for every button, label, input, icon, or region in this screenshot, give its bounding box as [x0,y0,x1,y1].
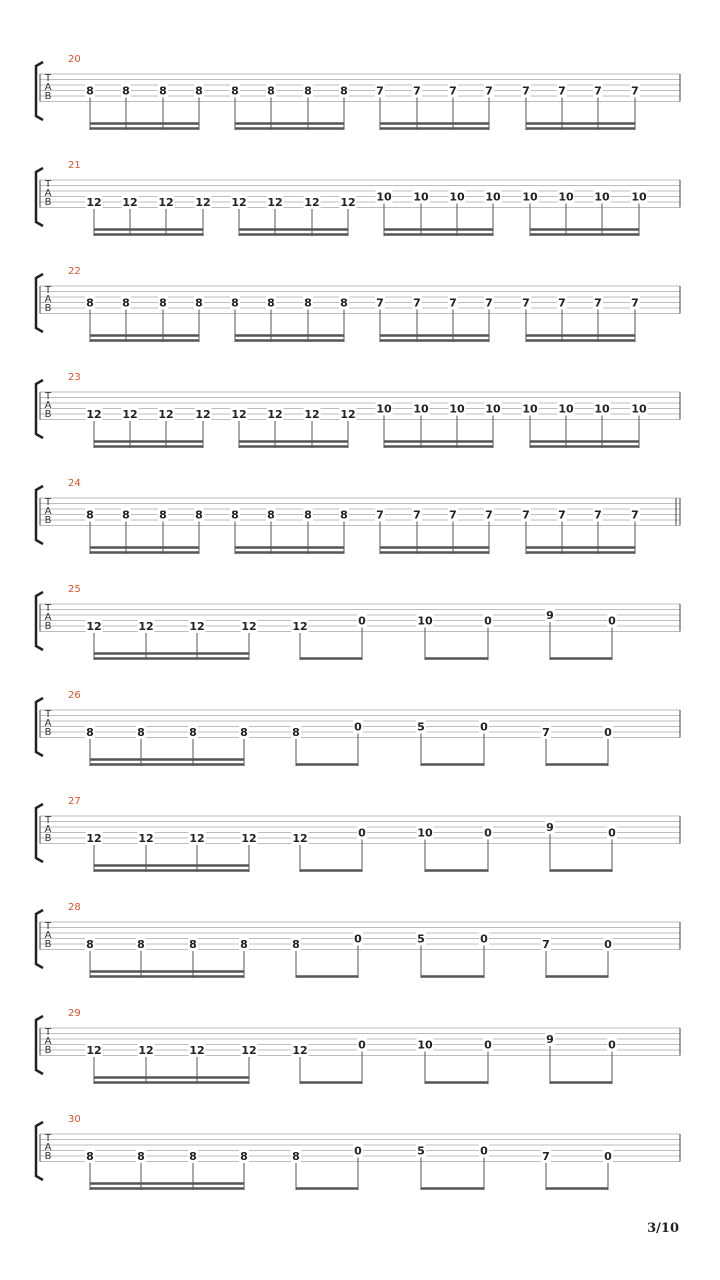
tab-system-26 [36,690,680,766]
tab-clef-letter: B [44,515,52,526]
tab-clef-letter: T [44,497,52,508]
tab-clef-letter: A [44,718,52,729]
fret-number: 12 [195,196,211,209]
fret-number: 8 [159,84,167,98]
tab-clef-letter: T [44,1133,52,1144]
tab-system-25 [36,584,680,660]
fret-number: 0 [354,932,362,946]
fret-number: 8 [159,508,167,522]
fret-number: 0 [358,1038,366,1052]
fret-number: 8 [340,508,348,522]
fret-number: 0 [484,1038,492,1052]
fret-number: 0 [354,1144,362,1158]
fret-number: 8 [267,508,275,522]
bar-number: 28 [68,902,81,913]
fret-number: 12 [292,620,308,633]
bar-number: 26 [68,690,81,701]
tab-clef-letter: A [44,612,52,623]
fret-number: 12 [122,196,138,209]
fret-number: 0 [604,938,612,951]
tab-system-27 [36,796,680,872]
fret-number: 12 [340,408,356,421]
bar-number: 24 [68,478,81,489]
fret-number: 0 [484,826,492,840]
fret-number: 8 [122,508,130,522]
tab-system-30 [36,1114,680,1190]
fret-number: 12 [158,408,174,421]
fret-number: 7 [449,84,457,98]
tab-clef-letter: T [44,391,52,402]
tab-system-28 [36,902,680,978]
fret-number: 8 [231,508,239,522]
tab-system-20 [36,54,680,130]
fret-number: 7 [558,508,566,522]
fret-number: 12 [86,832,102,845]
fret-number: 8 [267,296,275,310]
fret-number: 8 [86,726,94,739]
fret-number: 7 [485,508,493,522]
fret-number: 7 [376,84,384,98]
fret-number: 8 [137,726,145,739]
fret-number: 9 [546,821,554,834]
fret-number: 8 [137,1150,145,1163]
tab-clef-letter: T [44,1027,52,1038]
fret-number: 0 [354,720,362,734]
fret-number: 12 [241,1044,257,1057]
fret-number: 7 [594,84,602,98]
fret-number: 7 [522,296,530,310]
fret-number: 8 [122,296,130,310]
fret-number: 8 [304,296,312,310]
fret-number: 8 [86,84,94,98]
fret-number: 8 [267,84,275,98]
fret-number: 12 [138,620,154,633]
fret-number: 8 [231,296,239,310]
fret-number: 12 [195,408,211,421]
fret-number: 0 [480,932,488,946]
fret-number: 10 [631,190,647,204]
tab-system-29 [36,1008,680,1084]
fret-number: 10 [376,190,392,204]
fret-number: 12 [189,1044,205,1057]
fret-number: 0 [480,720,488,734]
fret-number: 10 [558,190,574,204]
fret-number: 12 [189,620,205,633]
fret-number: 8 [86,1150,94,1163]
fret-number: 12 [304,408,320,421]
fret-number: 7 [542,938,550,951]
fret-number: 12 [241,832,257,845]
bar-number: 23 [68,372,81,383]
tab-clef-letter: B [44,833,52,844]
fret-number: 7 [558,84,566,98]
fret-number: 7 [376,508,384,522]
fret-number: 10 [485,402,501,416]
fret-number: 5 [417,1144,425,1158]
fret-number: 8 [86,938,94,951]
fret-number: 10 [522,402,538,416]
fret-number: 12 [86,620,102,633]
fret-number: 0 [608,826,616,840]
fret-number: 12 [138,1044,154,1057]
fret-number: 8 [340,296,348,310]
fret-number: 0 [358,614,366,628]
tab-clef-letter: A [44,188,52,199]
fret-number: 12 [231,408,247,421]
fret-number: 0 [604,726,612,739]
fret-number: 7 [522,508,530,522]
fret-number: 12 [86,408,102,421]
fret-number: 8 [231,84,239,98]
fret-number: 7 [413,84,421,98]
fret-number: 12 [292,832,308,845]
fret-number: 12 [231,196,247,209]
tab-clef-letter: B [44,303,52,314]
fret-number: 7 [376,296,384,310]
fret-number: 10 [413,402,429,416]
tab-clef-letter: B [44,197,52,208]
fret-number: 0 [608,614,616,628]
tab-system-23 [36,372,680,448]
fret-number: 8 [189,1150,197,1163]
fret-number: 7 [449,508,457,522]
bar-number: 21 [68,160,81,171]
tab-clef-letter: A [44,294,52,305]
fret-number: 10 [417,614,433,628]
tab-clef-letter: A [44,1142,52,1153]
fret-number: 8 [240,938,248,951]
tab-system-24 [36,478,680,554]
fret-number: 5 [417,932,425,946]
fret-number: 8 [195,296,203,310]
tab-clef-letter: T [44,285,52,296]
tab-clef-letter: T [44,815,52,826]
tab-clef-letter: T [44,921,52,932]
fret-number: 10 [522,190,538,204]
fret-number: 7 [542,726,550,739]
tab-clef-letter: T [44,73,52,84]
fret-number: 8 [292,1150,300,1163]
tab-clef-letter: A [44,824,52,835]
fret-number: 12 [304,196,320,209]
tab-clef-letter: T [44,179,52,190]
fret-number: 12 [340,196,356,209]
fret-number: 7 [413,296,421,310]
fret-number: 10 [376,402,392,416]
tab-clef-letter: B [44,727,52,738]
fret-number: 8 [137,938,145,951]
fret-number: 12 [267,408,283,421]
bar-number: 27 [68,796,81,807]
fret-number: 8 [86,508,94,522]
fret-number: 10 [449,190,465,204]
fret-number: 7 [485,296,493,310]
tab-clef-letter: B [44,1045,52,1056]
fret-number: 12 [86,1044,102,1057]
fret-number: 12 [158,196,174,209]
fret-number: 8 [189,938,197,951]
fret-number: 7 [594,508,602,522]
fret-number: 8 [86,296,94,310]
fret-number: 7 [485,84,493,98]
fret-number: 10 [417,1038,433,1052]
fret-number: 8 [159,296,167,310]
fret-number: 7 [542,1150,550,1163]
fret-number: 9 [546,609,554,622]
bar-number: 30 [68,1114,81,1125]
fret-number: 0 [604,1150,612,1163]
tab-clef-letter: A [44,1036,52,1047]
fret-number: 10 [413,190,429,204]
fret-number: 7 [449,296,457,310]
fret-number: 8 [292,938,300,951]
fret-number: 12 [122,408,138,421]
fret-number: 0 [484,614,492,628]
fret-number: 12 [241,620,257,633]
fret-number: 0 [480,1144,488,1158]
fret-number: 8 [304,84,312,98]
fret-number: 7 [522,84,530,98]
fret-number: 7 [413,508,421,522]
fret-number: 5 [417,720,425,734]
tab-clef-letter: B [44,1151,52,1162]
tab-clef-letter: B [44,621,52,632]
fret-number: 7 [631,84,639,98]
fret-number: 0 [608,1038,616,1052]
tab-clef-letter: A [44,506,52,517]
fret-number: 10 [449,402,465,416]
fret-number: 7 [594,296,602,310]
tab-clef-letter: A [44,82,52,93]
tab-clef-letter: A [44,930,52,941]
fret-number: 8 [195,508,203,522]
fret-number: 10 [417,826,433,840]
fret-number: 8 [122,84,130,98]
fret-number: 10 [594,402,610,416]
tab-clef-letter: B [44,91,52,102]
fret-number: 10 [485,190,501,204]
fret-number: 8 [189,726,197,739]
fret-number: 8 [340,84,348,98]
fret-number: 12 [86,196,102,209]
fret-number: 8 [240,726,248,739]
bar-number: 22 [68,266,81,277]
tab-system-22 [36,266,680,342]
tab-clef-letter: T [44,603,52,614]
fret-number: 7 [631,296,639,310]
bar-number: 25 [68,584,81,595]
fret-number: 12 [138,832,154,845]
fret-number: 12 [189,832,205,845]
fret-number: 7 [631,508,639,522]
fret-number: 8 [195,84,203,98]
fret-number: 8 [240,1150,248,1163]
fret-number: 10 [594,190,610,204]
tab-clef-letter: A [44,400,52,411]
tab-system-21 [36,160,680,236]
fret-number: 12 [267,196,283,209]
fret-number: 12 [292,1044,308,1057]
fret-number: 7 [558,296,566,310]
page-number: 3/10 [647,1221,679,1236]
tab-clef-letter: B [44,409,52,420]
bar-number: 29 [68,1008,81,1019]
fret-number: 9 [546,1033,554,1046]
fret-number: 8 [304,508,312,522]
fret-number: 8 [292,726,300,739]
tab-clef-letter: T [44,709,52,720]
fret-number: 10 [558,402,574,416]
tab-clef-letter: B [44,939,52,950]
bar-number: 20 [68,54,81,65]
fret-number: 10 [631,402,647,416]
fret-number: 0 [358,826,366,840]
